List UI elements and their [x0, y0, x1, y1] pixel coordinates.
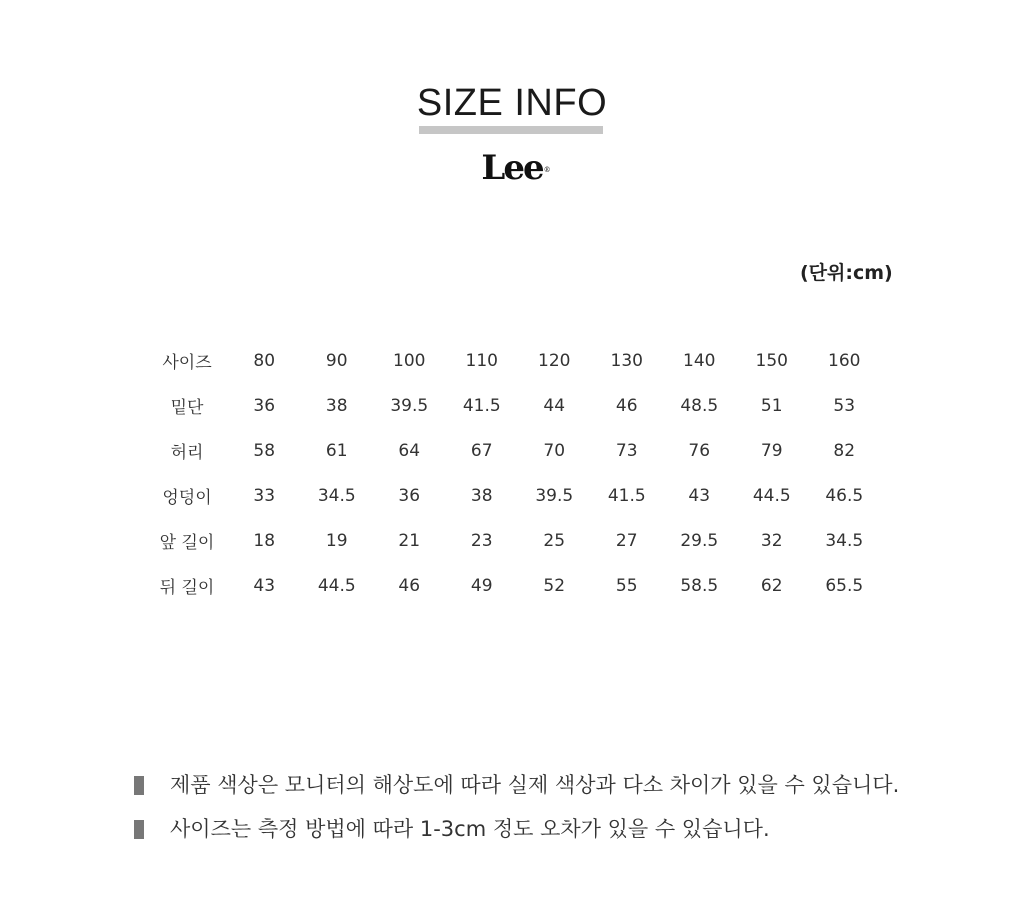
note-item — [134, 814, 974, 858]
table-cell: 120 — [538, 350, 571, 371]
table-cell: 58 — [253, 440, 276, 461]
table-cell: 62 — [760, 575, 783, 596]
note-item — [134, 770, 974, 814]
table-cell: 52 — [543, 575, 566, 596]
table-cell: 46 — [615, 395, 638, 416]
table-cell: 55 — [615, 575, 638, 596]
table-cell: 73 — [615, 440, 638, 461]
table-cell: 160 — [828, 350, 861, 371]
table-cell: 33 — [253, 485, 276, 506]
page-title: SIZE INFO — [416, 82, 608, 124]
table-cell: 58.5 — [680, 575, 719, 596]
table-cell: 34.5 — [317, 485, 356, 506]
table-cell: 44.5 — [752, 485, 791, 506]
table-cell: 51 — [760, 395, 783, 416]
table-row — [146, 338, 881, 383]
table-cell: 38 — [470, 485, 493, 506]
table-cell: 39.5 — [535, 485, 574, 506]
table-cell: 27 — [615, 530, 638, 551]
table-cell: 41.5 — [607, 485, 646, 506]
table-cell: 100 — [393, 350, 426, 371]
title-underline — [419, 126, 603, 134]
row-header: 허리 — [170, 443, 204, 463]
brand-logo-container — [0, 148, 1024, 188]
row-header: 사이즈 — [162, 353, 212, 373]
table-cell: 46 — [398, 575, 421, 596]
table-cell: 76 — [688, 440, 711, 461]
table-cell: 82 — [833, 440, 856, 461]
table-cell: 70 — [543, 440, 566, 461]
table-cell: 140 — [683, 350, 716, 371]
table-cell: 38 — [325, 395, 348, 416]
table-row — [146, 383, 881, 428]
size-table — [146, 338, 881, 608]
square-bullet-icon — [134, 776, 144, 795]
table-row — [146, 473, 881, 518]
table-row — [146, 563, 881, 608]
table-cell: 43 — [253, 575, 276, 596]
table-cell: 110 — [465, 350, 498, 371]
table-cell: 90 — [325, 350, 348, 371]
table-cell: 21 — [398, 530, 421, 551]
note-text: 제품 색상은 모니터의 해상도에 따라 실제 색상과 다소 차이가 있을 수 있습니다. — [170, 773, 900, 797]
registered-mark: ® — [543, 166, 551, 174]
table-cell: 39.5 — [390, 395, 429, 416]
table-cell: 29.5 — [680, 530, 719, 551]
table-cell: 19 — [325, 530, 348, 551]
table-cell: 46.5 — [825, 485, 864, 506]
table-cell: 23 — [470, 530, 493, 551]
table-cell: 65.5 — [825, 575, 864, 596]
table-cell: 53 — [833, 395, 856, 416]
table-cell: 36 — [398, 485, 421, 506]
table-cell: 34.5 — [825, 530, 864, 551]
table-cell: 18 — [253, 530, 276, 551]
table-cell: 150 — [755, 350, 788, 371]
brand-logo-text: Lee — [481, 148, 543, 188]
table-cell: 67 — [470, 440, 493, 461]
note-text: 사이즈는 측정 방법에 따라 1-3cm 정도 오차가 있을 수 있습니다. — [170, 817, 770, 841]
table-cell: 32 — [760, 530, 783, 551]
table-row — [146, 428, 881, 473]
table-cell: 61 — [325, 440, 348, 461]
notes-list — [134, 770, 974, 858]
row-header: 밑단 — [170, 398, 204, 418]
row-header: 엉덩이 — [162, 488, 212, 508]
table-cell: 130 — [610, 350, 643, 371]
table-cell: 44.5 — [317, 575, 356, 596]
table-row — [146, 518, 881, 563]
table-cell: 64 — [398, 440, 421, 461]
title-container — [0, 82, 1024, 128]
row-header: 앞 길이 — [159, 533, 215, 553]
table-cell: 43 — [688, 485, 711, 506]
table-cell: 49 — [470, 575, 493, 596]
table-cell: 25 — [543, 530, 566, 551]
unit-label: (단위:cm) — [800, 262, 893, 284]
table-cell: 41.5 — [462, 395, 501, 416]
table-cell: 80 — [253, 350, 276, 371]
table-cell: 36 — [253, 395, 276, 416]
table-cell: 48.5 — [680, 395, 719, 416]
square-bullet-icon — [134, 820, 144, 839]
row-header: 뒤 길이 — [159, 578, 215, 598]
brand-logo — [481, 148, 551, 188]
table-cell: 79 — [760, 440, 783, 461]
table-cell: 44 — [543, 395, 566, 416]
